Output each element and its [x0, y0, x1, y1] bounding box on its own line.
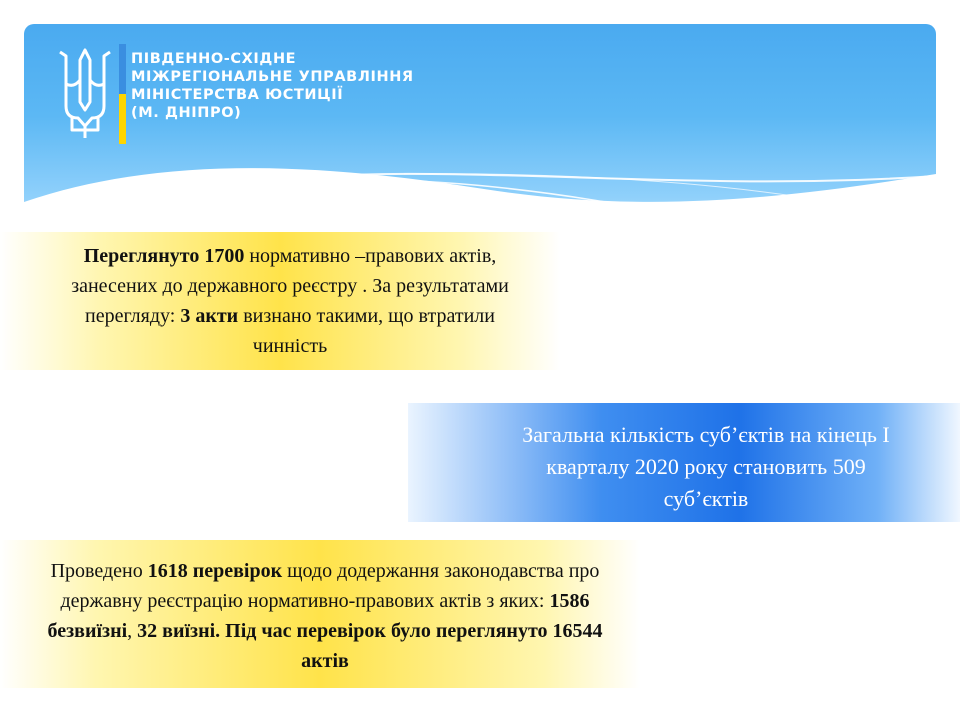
reviewed-count: Переглянуто 1700 — [83, 245, 245, 267]
review-text-end: визнано такими, що втратили чинність — [238, 305, 495, 357]
org-line-3: МІНІСТЕРСТВА ЮСТИЦІЇ — [131, 87, 344, 103]
inspections-text-mid: щодо додержання законодавства про державну реєстрацію нормативно-правових актів з яких: — [60, 560, 600, 612]
org-line-1: ПІВДЕННО-СХІДНЕ — [131, 51, 297, 67]
inspections-count: 1618 перевірок — [147, 560, 283, 582]
trident-icon — [54, 44, 116, 140]
org-line-4: (М. ДНІПРО) — [131, 105, 242, 121]
organization-name — [131, 50, 414, 122]
entities-summary-block — [408, 403, 960, 522]
inspections-text-start: Проведено — [50, 560, 148, 582]
flag-bar — [119, 44, 126, 144]
review-summary-block — [0, 232, 560, 370]
review-summary-text — [60, 241, 520, 361]
review-text-part: нормативно –правових актів, занесених до державного реєстру . За результатами перегляду: — [71, 245, 509, 327]
desk-inspections-count: 1586 безвиїзні — [47, 590, 590, 642]
inspections-separator: , — [127, 620, 138, 642]
entities-summary-text: Загальна кількість суб’єктів на кінець І кварталу 2020 року становить 509 суб’єктів — [522, 422, 890, 511]
repealed-count: 3 акти — [180, 305, 239, 327]
header-banner — [24, 24, 936, 254]
org-line-2: МІЖРЕГІОНАЛЬНЕ УПРАВЛІННЯ — [131, 69, 414, 85]
field-inspections-and-acts: 32 виїзні. Під час перевірок було переглянуто 16544 актів — [137, 620, 603, 672]
inspections-summary-text — [40, 556, 610, 676]
inspections-summary-block — [0, 540, 640, 688]
